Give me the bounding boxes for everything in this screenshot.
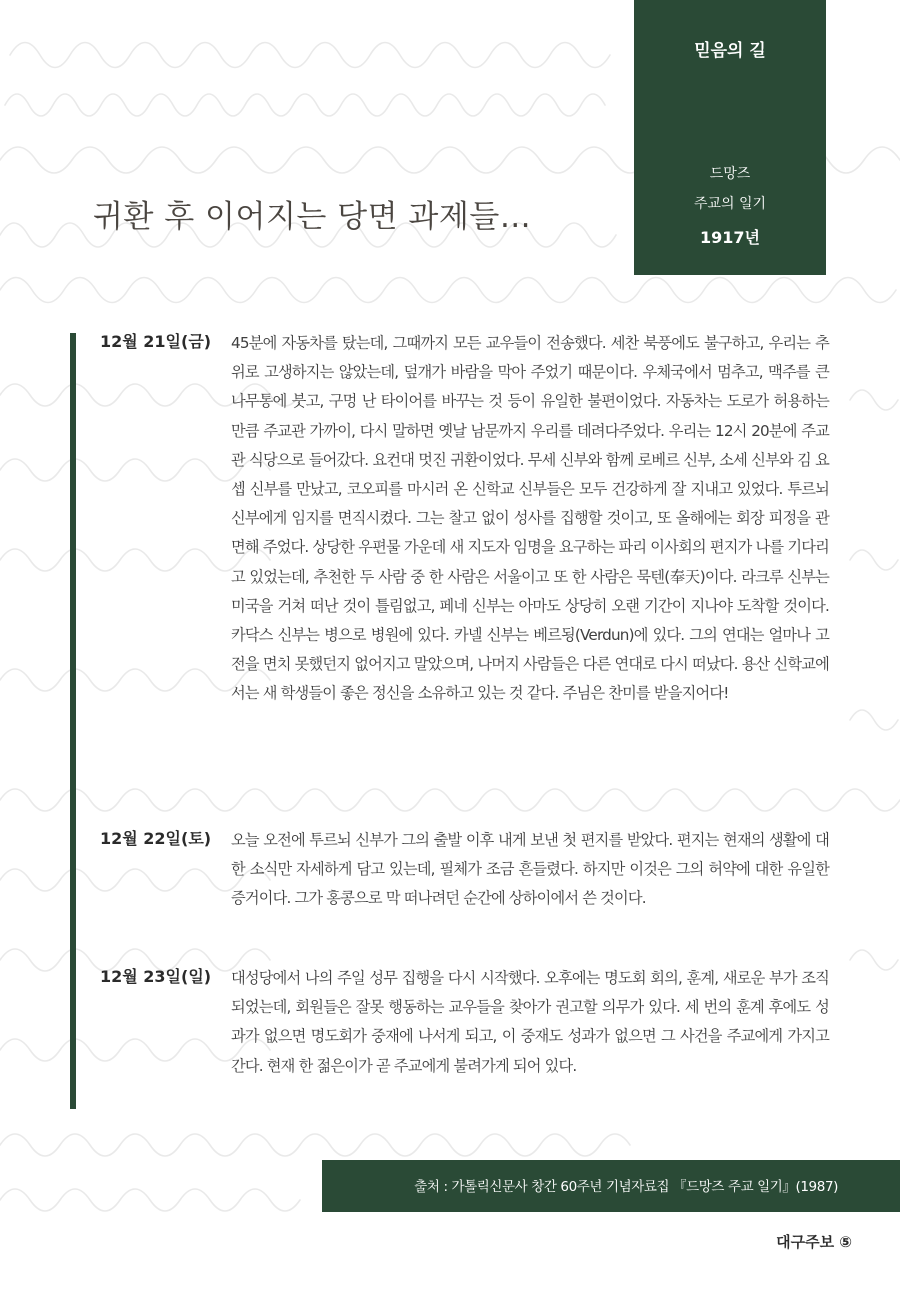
series-title: 믿음의 길 (694, 41, 766, 61)
left-accent-bar (70, 333, 76, 1109)
page-number: ⑤ (839, 1233, 852, 1251)
source-citation-bar (322, 1160, 900, 1212)
entry-date: 12월 21일(금) (100, 332, 212, 351)
sidebar-subtitle-line2: 주교의 일기 (693, 196, 767, 212)
entry-text: 오늘 오전에 투르뇌 신부가 그의 출발 이후 내게 보낸 첫 편지를 받았다. 편지는 현재의 생활에 대한 소식만 자세하게 담고 있는데, 필체가 조금 흔들렸다. 하지만 이것은 그의 허약에 대한 유일한 증거이다. 그가 홍콩으로 막 떠나려던 순간에 상하이에서 쓴 것이다. (231, 831, 829, 908)
series-label-box (634, 0, 826, 275)
entry-text: 대성당에서 나의 주일 성무 집행을 다시 시작했다. 오후에는 명도회 회의, 훈계, 새로운 부가 조직되었는데, 회원들은 잘못 행동하는 교우들을 찾아가 권고할 의무가 있다. 세 번의 훈계 후에도 성과가 없으면 명도회가 중재에 나서게 되고, 이 중재도 성과가 없으면 그 사건을 주교에게 가지고 간다. 현재 한 젊은이가 곧 주교에게 불려가게 되어 있다. (231, 969, 829, 1075)
page-title: 귀환 후 이어지는 당면 과제들… (93, 198, 532, 235)
entry-date: 12월 23일(일) (100, 967, 212, 986)
sidebar-subtitle-line1: 드망즈 (709, 166, 751, 182)
sidebar-year: 1917년 (700, 228, 760, 247)
entry-text: 45분에 자동차를 탔는데, 그때까지 모든 교우들이 전송했다. 세찬 북풍에도 불구하고, 우리는 추위로 고생하지는 않았는데, 덮개가 바람을 막아 주었기 때문이다. 우체국에서 멈추고, 맥주를 큰 나무통에 붓고, 구멍 난 타이어를 바꾸는 것 등이 유일한 불편이었다. 자동차는 도로가 허용하는 만큼 주교관 가까이, 다시 말하면 옛날 남문까지 우리를 데려다주었다. 우리는 12시 20분에 주교관 식당으로 들어갔다. 요컨대 멋진 귀환이었다. 무세 신부와 함께 로베르 신부, 소세 신부와 김 요셉 신부를 만났고, 코오피를 마시러 온 신학교 신부들은 모두 건강하게 잘 지내고 있었다. 투르뇌 신부에게 임지를 면직시켰다. 그는 찰고 없이 성사를 집행할 것이고, 또 올해에는 회장 피정을 관면해 주었다. 상당한 우편물 가운데 새 지도자 임명을 요구하는 파리 이사회의 편지가 나를 기다리고 있었는데, 추천한 두 사람 중 한 사람은 서울이고 또 한 사람은 묵텐(奉天)이다. 라크루 신부는 미국을 거쳐 떠난 것이 틀림없고, 페네 신부는 아마도 상당히 오랜 기간이 지나야 도착할 것이다. 카닥스 신부는 병으로 병원에 있다. 카넬 신부는 베르됭(Verdun)에 있다. 그의 연대는 얼마나 고전을 면치 못했던지 없어지고 말았으며, 나머지 사람들은 다른 연대로 다시 떠났다. 용산 신학교에서는 새 학생들이 좋은 정신을 소유하고 있는 것 같다. 주님은 찬미를 받을지어다! (231, 334, 829, 703)
source-citation: 출처 : 가톨릭신문사 창간 60주년 기념자료집 『드망즈 주교 일기』(1987) (414, 1179, 838, 1195)
entry-date: 12월 22일(토) (100, 829, 212, 848)
publication-name: 대구주보 (776, 1233, 835, 1251)
page-footer (776, 1231, 852, 1252)
